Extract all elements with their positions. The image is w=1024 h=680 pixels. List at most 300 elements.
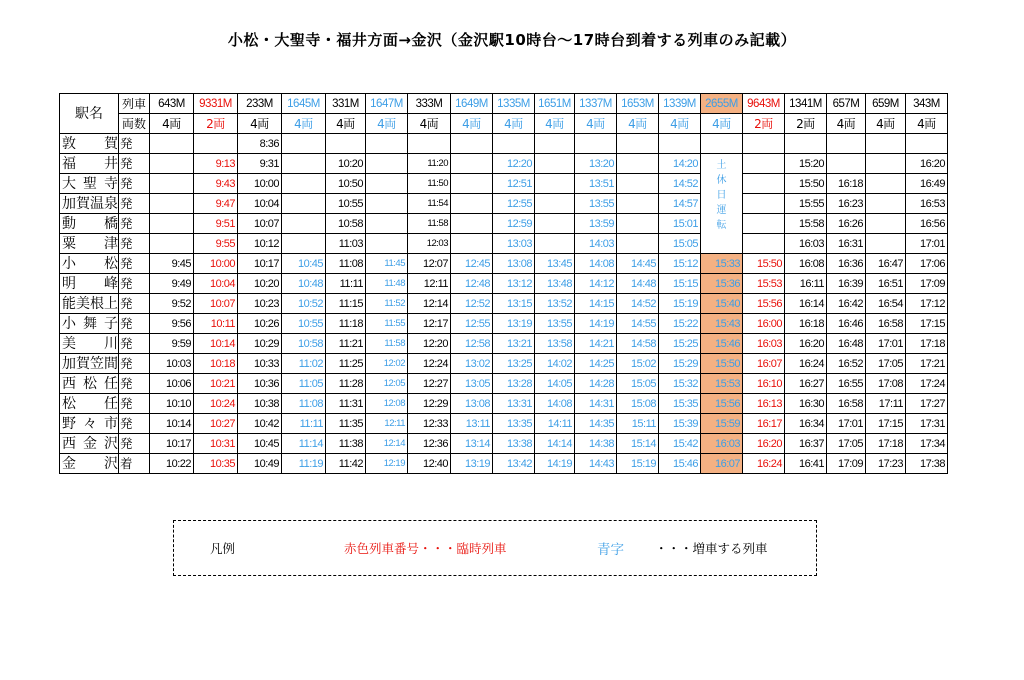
time-cell: 15:56 <box>701 394 743 414</box>
station-row <box>60 254 948 274</box>
dep-arr-mark: 発 <box>119 194 150 214</box>
time-cell <box>451 134 493 154</box>
dep-arr-mark: 発 <box>119 434 150 454</box>
station-name: 小 松 <box>62 255 118 272</box>
time-cell: 13:59 <box>575 214 617 234</box>
time-cell: 16:34 <box>785 414 827 434</box>
time-cell: 12:29 <box>408 394 451 414</box>
header-row-cars <box>60 114 948 134</box>
time-cell: 12:55 <box>451 314 493 334</box>
time-cell: 16:00 <box>743 314 785 334</box>
legend-box <box>173 520 817 576</box>
car-count: 4両 <box>906 114 948 134</box>
time-cell: 14:19 <box>575 314 617 334</box>
time-cell: 11:48 <box>366 274 408 294</box>
station-name: 西 金 沢 <box>62 435 118 452</box>
time-cell: 16:26 <box>827 214 866 234</box>
time-cell: 17:24 <box>906 374 948 394</box>
time-cell <box>194 134 238 154</box>
time-cell: 15:20 <box>785 154 827 174</box>
time-cell <box>535 134 575 154</box>
time-cell: 11:08 <box>282 394 326 414</box>
time-cell <box>535 174 575 194</box>
time-cell <box>408 134 451 154</box>
time-cell: 17:05 <box>866 354 906 374</box>
time-cell: 14:25 <box>575 354 617 374</box>
time-cell: 12:58 <box>451 334 493 354</box>
time-cell: 16:46 <box>827 314 866 334</box>
time-cell: 14:58 <box>617 334 659 354</box>
time-cell: 16:55 <box>827 374 866 394</box>
dep-arr-mark: 発 <box>119 134 150 154</box>
time-cell: 10:31 <box>194 434 238 454</box>
station-name: 西 松 任 <box>62 375 118 392</box>
time-cell <box>366 234 408 254</box>
time-cell: 16:11 <box>785 274 827 294</box>
time-cell: 15:19 <box>617 454 659 474</box>
time-cell: 16:39 <box>827 274 866 294</box>
car-count: 4両 <box>238 114 282 134</box>
time-cell: 17:31 <box>906 414 948 434</box>
legend-temporary-note: 赤色列車番号・・・臨時列車 <box>344 541 507 556</box>
time-cell: 15:46 <box>659 454 701 474</box>
time-cell <box>150 174 194 194</box>
time-cell <box>366 214 408 234</box>
time-cell: 11:20 <box>408 154 451 174</box>
time-cell: 11:03 <box>326 234 366 254</box>
holiday-only-note: 土 休 日 運 転 <box>701 154 743 254</box>
legend-added-note: ・・・増車する列車 <box>655 541 768 556</box>
time-cell: 9:13 <box>194 154 238 174</box>
time-cell: 16:17 <box>743 414 785 434</box>
time-cell: 16:03 <box>701 434 743 454</box>
time-cell: 13:52 <box>535 294 575 314</box>
time-cell: 16:24 <box>785 354 827 374</box>
train-number: 233M <box>238 94 282 114</box>
car-count: 4両 <box>326 114 366 134</box>
time-cell: 15:40 <box>701 294 743 314</box>
train-number: 343M <box>906 94 948 114</box>
dep-arr-mark: 発 <box>119 274 150 294</box>
car-count: 2両 <box>785 114 827 134</box>
time-cell: 16:52 <box>827 354 866 374</box>
time-cell: 11:19 <box>282 454 326 474</box>
time-cell: 11:02 <box>282 354 326 374</box>
time-cell: 15:32 <box>659 374 701 394</box>
train-number: 1651M <box>535 94 575 114</box>
time-cell: 16:27 <box>785 374 827 394</box>
time-cell: 15:01 <box>659 214 701 234</box>
station-name: 動 橋 <box>62 215 118 232</box>
time-cell: 15:22 <box>659 314 701 334</box>
time-cell <box>743 194 785 214</box>
train-number: 659M <box>866 94 906 114</box>
time-cell: 12:55 <box>493 194 535 214</box>
time-cell: 15:43 <box>701 314 743 334</box>
station-name: 加 賀 温 泉 <box>62 195 118 212</box>
time-cell: 13:08 <box>493 254 535 274</box>
time-cell: 15:15 <box>659 274 701 294</box>
time-cell: 10:04 <box>194 274 238 294</box>
time-cell: 16:53 <box>906 194 948 214</box>
time-cell: 14:19 <box>535 454 575 474</box>
time-cell <box>535 154 575 174</box>
time-cell: 15:05 <box>659 234 701 254</box>
time-cell: 14:15 <box>575 294 617 314</box>
time-cell: 10:48 <box>282 274 326 294</box>
time-cell: 13:58 <box>535 334 575 354</box>
car-count: 4両 <box>659 114 701 134</box>
time-cell <box>617 154 659 174</box>
time-cell: 10:49 <box>238 454 282 474</box>
time-cell <box>366 174 408 194</box>
train-number: 9331M <box>194 94 238 114</box>
time-cell: 17:05 <box>827 434 866 454</box>
station-name-cell <box>60 434 119 454</box>
time-cell: 9:52 <box>150 294 194 314</box>
station-name: 福 井 <box>62 155 118 172</box>
station-name-cell <box>60 294 119 314</box>
time-cell: 15:05 <box>617 374 659 394</box>
dep-arr-mark: 発 <box>119 294 150 314</box>
station-row <box>60 414 948 434</box>
station-name-cell <box>60 454 119 474</box>
time-cell: 15:25 <box>659 334 701 354</box>
time-cell: 16:18 <box>827 174 866 194</box>
time-cell <box>866 174 906 194</box>
time-cell: 10:22 <box>150 454 194 474</box>
time-cell: 16:23 <box>827 194 866 214</box>
time-cell: 12:20 <box>408 334 451 354</box>
time-cell: 11:35 <box>326 414 366 434</box>
train-number: 1339M <box>659 94 701 114</box>
car-count: 4両 <box>827 114 866 134</box>
time-cell: 9:47 <box>194 194 238 214</box>
time-cell: 15:50 <box>785 174 827 194</box>
time-cell: 10:14 <box>150 414 194 434</box>
time-cell <box>451 214 493 234</box>
time-cell: 13:42 <box>493 454 535 474</box>
dep-arr-mark: 発 <box>119 174 150 194</box>
time-cell: 13:21 <box>493 334 535 354</box>
time-cell: 16:10 <box>743 374 785 394</box>
time-cell: 10:07 <box>238 214 282 234</box>
time-cell: 14:12 <box>575 274 617 294</box>
time-cell: 17:18 <box>906 334 948 354</box>
time-cell: 15:42 <box>659 434 701 454</box>
time-cell: 15:36 <box>701 274 743 294</box>
station-name: 明 峰 <box>62 275 118 292</box>
time-cell: 9:59 <box>150 334 194 354</box>
time-cell: 10:00 <box>194 254 238 274</box>
time-cell: 10:55 <box>326 194 366 214</box>
time-cell <box>866 214 906 234</box>
train-number: 1337M <box>575 94 617 114</box>
time-cell: 13:35 <box>493 414 535 434</box>
time-cell: 12:59 <box>493 214 535 234</box>
station-name-cell <box>60 174 119 194</box>
time-cell: 10:23 <box>238 294 282 314</box>
station-row <box>60 174 948 194</box>
time-cell: 16:37 <box>785 434 827 454</box>
time-cell <box>866 234 906 254</box>
time-cell <box>575 134 617 154</box>
time-cell: 13:20 <box>575 154 617 174</box>
time-cell: 11:08 <box>326 254 366 274</box>
car-count: 4両 <box>535 114 575 134</box>
time-cell: 12:17 <box>408 314 451 334</box>
time-cell: 11:28 <box>326 374 366 394</box>
station-row <box>60 274 948 294</box>
time-cell: 11:05 <box>282 374 326 394</box>
time-cell: 16:07 <box>701 454 743 474</box>
time-cell <box>366 134 408 154</box>
dep-arr-mark: 発 <box>119 414 150 434</box>
time-cell: 13:05 <box>451 374 493 394</box>
time-cell: 10:03 <box>150 354 194 374</box>
time-cell: 12:40 <box>408 454 451 474</box>
time-cell: 15:39 <box>659 414 701 434</box>
time-cell: 10:42 <box>238 414 282 434</box>
time-cell: 16:08 <box>785 254 827 274</box>
time-cell <box>906 134 948 154</box>
time-cell: 16:20 <box>785 334 827 354</box>
time-cell: 10:36 <box>238 374 282 394</box>
time-cell: 13:51 <box>575 174 617 194</box>
time-cell: 17:34 <box>906 434 948 454</box>
time-cell: 13:38 <box>493 434 535 454</box>
time-cell: 12:02 <box>366 354 408 374</box>
time-cell: 11:18 <box>326 314 366 334</box>
station-name-cell <box>60 314 119 334</box>
station-name-cell <box>60 354 119 374</box>
time-cell: 14:35 <box>575 414 617 434</box>
time-cell <box>866 154 906 174</box>
time-cell <box>150 134 194 154</box>
station-row <box>60 134 948 154</box>
dep-arr-mark: 発 <box>119 354 150 374</box>
train-number: 1341M <box>785 94 827 114</box>
car-count: 4両 <box>866 114 906 134</box>
time-cell: 12:36 <box>408 434 451 454</box>
station-row <box>60 354 948 374</box>
time-cell: 15:35 <box>659 394 701 414</box>
station-name: 大 聖 寺 <box>62 175 118 192</box>
time-cell: 17:38 <box>906 454 948 474</box>
time-cell: 11:11 <box>282 414 326 434</box>
time-cell: 17:27 <box>906 394 948 414</box>
time-cell: 11:14 <box>282 434 326 454</box>
time-cell: 10:20 <box>238 274 282 294</box>
time-cell: 16:56 <box>906 214 948 234</box>
time-cell: 16:47 <box>866 254 906 274</box>
car-count: 4両 <box>408 114 451 134</box>
timetable <box>59 93 948 474</box>
train-number: 333M <box>408 94 451 114</box>
car-count: 2両 <box>194 114 238 134</box>
time-cell: 16:13 <box>743 394 785 414</box>
train-number: 643M <box>150 94 194 114</box>
time-cell <box>282 134 326 154</box>
dep-arr-mark: 発 <box>119 254 150 274</box>
time-cell: 10:18 <box>194 354 238 374</box>
time-cell: 10:52 <box>282 294 326 314</box>
time-cell: 10:58 <box>282 334 326 354</box>
time-cell: 16:03 <box>785 234 827 254</box>
dep-arr-mark: 発 <box>119 334 150 354</box>
time-cell: 12:52 <box>451 294 493 314</box>
time-cell: 15:50 <box>743 254 785 274</box>
time-cell <box>617 174 659 194</box>
station-name: 金 沢 <box>62 455 118 472</box>
time-cell <box>785 134 827 154</box>
car-count: 2両 <box>743 114 785 134</box>
time-cell: 15:08 <box>617 394 659 414</box>
time-cell: 11:54 <box>408 194 451 214</box>
time-cell: 17:01 <box>866 334 906 354</box>
time-cell: 11:21 <box>326 334 366 354</box>
time-cell: 12:19 <box>366 454 408 474</box>
time-cell: 12:08 <box>366 394 408 414</box>
station-name-cell <box>60 154 119 174</box>
time-cell: 13:55 <box>535 314 575 334</box>
time-cell: 14:55 <box>617 314 659 334</box>
time-cell <box>451 234 493 254</box>
dep-arr-mark: 発 <box>119 154 150 174</box>
time-cell: 14:14 <box>535 434 575 454</box>
time-cell: 17:01 <box>906 234 948 254</box>
station-name-cell <box>60 374 119 394</box>
time-cell: 16:51 <box>866 274 906 294</box>
time-cell <box>493 134 535 154</box>
time-cell: 13:12 <box>493 274 535 294</box>
legend-label: 凡例 <box>210 541 236 556</box>
time-cell <box>366 194 408 214</box>
time-cell: 16:24 <box>743 454 785 474</box>
time-cell: 10:06 <box>150 374 194 394</box>
time-cell: 11:50 <box>408 174 451 194</box>
time-cell: 9:49 <box>150 274 194 294</box>
time-cell: 10:20 <box>326 154 366 174</box>
station-header: 駅名 <box>60 94 119 134</box>
time-cell: 10:07 <box>194 294 238 314</box>
time-cell <box>282 214 326 234</box>
time-cell: 17:01 <box>827 414 866 434</box>
time-cell: 14:20 <box>659 154 701 174</box>
time-cell: 13:48 <box>535 274 575 294</box>
car-count: 4両 <box>617 114 659 134</box>
time-cell: 14:57 <box>659 194 701 214</box>
time-cell: 10:45 <box>238 434 282 454</box>
train-label: 列車 <box>119 94 150 114</box>
time-cell: 14:21 <box>575 334 617 354</box>
station-name-cell <box>60 254 119 274</box>
time-cell <box>535 234 575 254</box>
train-number: 331M <box>326 94 366 114</box>
station-row <box>60 454 948 474</box>
time-cell: 11:11 <box>326 274 366 294</box>
time-cell: 12:07 <box>408 254 451 274</box>
train-number: 9643M <box>743 94 785 114</box>
time-cell: 14:43 <box>575 454 617 474</box>
time-cell: 12:48 <box>451 274 493 294</box>
time-cell: 9:55 <box>194 234 238 254</box>
station-name-cell <box>60 134 119 154</box>
station-name: 美 川 <box>62 335 118 352</box>
dep-arr-mark: 発 <box>119 314 150 334</box>
dep-arr-mark: 発 <box>119 214 150 234</box>
time-cell: 10:04 <box>238 194 282 214</box>
station-name: 敦 賀 <box>62 135 118 152</box>
time-cell: 11:45 <box>366 254 408 274</box>
time-cell: 9:51 <box>194 214 238 234</box>
time-cell: 8:36 <box>238 134 282 154</box>
time-cell: 13:31 <box>493 394 535 414</box>
time-cell: 9:56 <box>150 314 194 334</box>
time-cell <box>535 214 575 234</box>
time-cell: 11:58 <box>366 334 408 354</box>
time-cell: 14:05 <box>535 374 575 394</box>
time-cell: 12:11 <box>366 414 408 434</box>
train-number: 1647M <box>366 94 408 114</box>
time-cell: 10:10 <box>150 394 194 414</box>
train-number: 2655M <box>701 94 743 114</box>
station-name-cell <box>60 334 119 354</box>
time-cell: 12:24 <box>408 354 451 374</box>
time-cell <box>866 194 906 214</box>
dep-arr-mark: 発 <box>119 374 150 394</box>
legend-added-word: 青字 <box>597 542 624 558</box>
station-name-cell <box>60 274 119 294</box>
time-cell: 10:33 <box>238 354 282 374</box>
time-cell <box>743 154 785 174</box>
station-name: 松 任 <box>62 395 118 412</box>
time-cell: 12:03 <box>408 234 451 254</box>
time-cell: 11:42 <box>326 454 366 474</box>
station-name-cell <box>60 234 119 254</box>
time-cell: 10:24 <box>194 394 238 414</box>
time-cell: 14:31 <box>575 394 617 414</box>
time-cell <box>282 174 326 194</box>
time-cell: 15:50 <box>701 354 743 374</box>
time-cell <box>282 194 326 214</box>
time-cell: 17:11 <box>866 394 906 414</box>
car-count: 4両 <box>575 114 617 134</box>
time-cell: 10:27 <box>194 414 238 434</box>
time-cell <box>451 154 493 174</box>
station-row <box>60 154 948 174</box>
dep-arr-mark: 発 <box>119 234 150 254</box>
time-cell: 13:25 <box>493 354 535 374</box>
time-cell: 11:38 <box>326 434 366 454</box>
time-cell: 16:03 <box>743 334 785 354</box>
time-cell: 10:55 <box>282 314 326 334</box>
time-cell: 14:28 <box>575 374 617 394</box>
time-cell: 15:59 <box>701 414 743 434</box>
station-row <box>60 294 948 314</box>
car-count: 4両 <box>451 114 493 134</box>
time-cell <box>282 234 326 254</box>
time-cell: 17:21 <box>906 354 948 374</box>
time-cell: 15:11 <box>617 414 659 434</box>
time-cell: 11:52 <box>366 294 408 314</box>
time-cell: 13:28 <box>493 374 535 394</box>
time-cell: 15:12 <box>659 254 701 274</box>
station-name-cell <box>60 394 119 414</box>
time-cell: 16:31 <box>827 234 866 254</box>
header-row-train <box>60 94 948 114</box>
time-cell: 13:55 <box>575 194 617 214</box>
